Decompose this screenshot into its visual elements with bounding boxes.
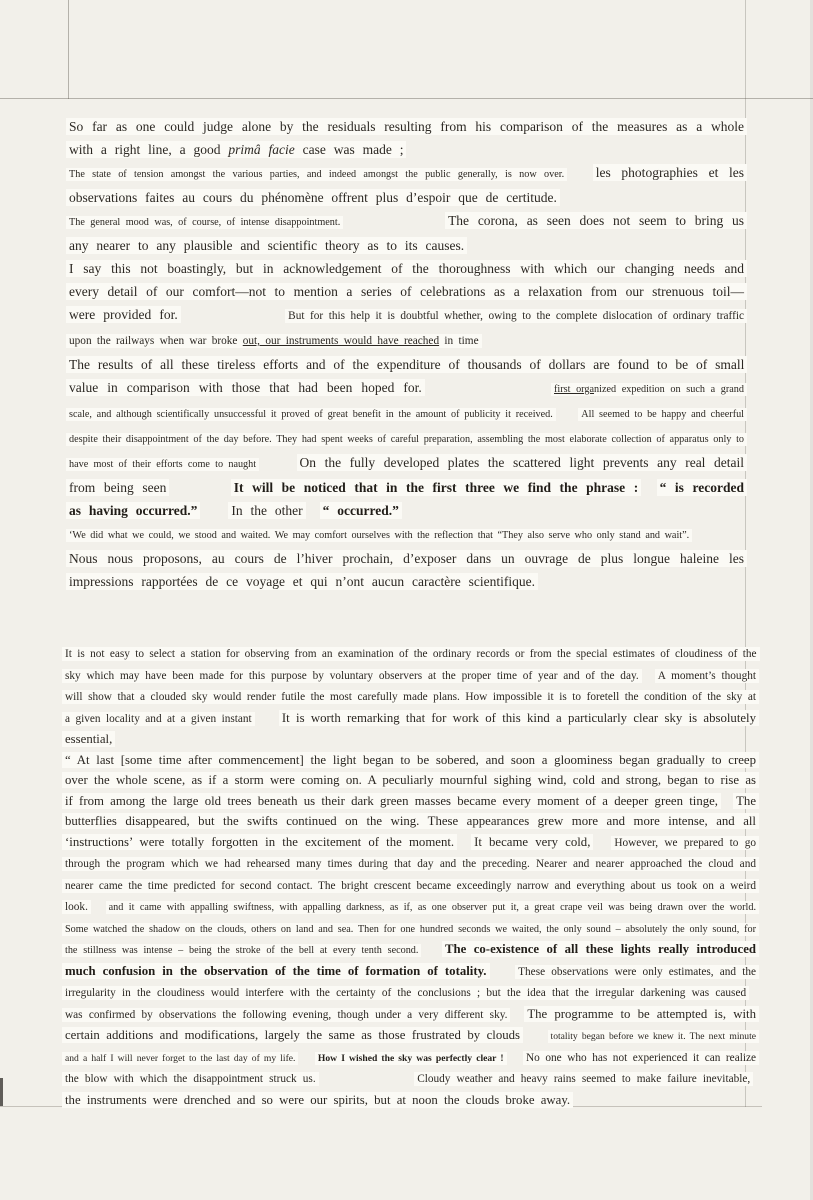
pencil-line-left [68,0,69,99]
collage-gap [527,1038,543,1039]
collage-gap [96,909,101,910]
clipping-text: The results of all these tireless efforts and of the expenditure of thousands of dollars are found to be of small value in comparison with those that had been hoped for. [66,356,747,396]
clipping-text: In the other [228,502,305,519]
clipping-text: All seemed to be happy and cheerful despite their disappointment of the day before. They had spent weeks of careful preparation, assembling the most elaborate collection of apparatus only to have most of their efforts come to naught [66,408,747,471]
clipping-text: The co-existence of all these lights really introduced much confusion in the observation of the time of formation of totality. [62,941,759,979]
clipping-row [62,750,759,1111]
clipping-row [66,209,747,257]
collage-gap [427,952,437,953]
collage-gap [204,514,224,515]
collage-gap [598,845,606,846]
clipping-text: les photographies et les observations faites au cours du phénomène offrent plus d’espoir que de certitude. [66,164,747,206]
text-run: But for this help it is doubtful whether, owing to the complete dislocation of ordinary traffic upon the railways when war broke [69,310,745,347]
collage-gap [259,721,275,722]
collage-gap [462,845,466,846]
clipping-text: “ occurred.” [320,502,402,519]
collage-gap [515,1017,519,1018]
collage-gap [323,1081,409,1082]
clipping-text [66,118,747,158]
collage-gap [560,416,574,417]
underlined-phrase: first orga [554,384,595,395]
clipping-text: It is worth remarking that for work of this kind a particularly clear sky is absolutely essential, [62,710,759,748]
clipping-row [66,547,747,593]
collage-gap [430,391,546,392]
collage-gap [348,224,440,225]
clipping-text: It is not easy to select a station for observing from an examination of the ordinary records or from the special estimates of cloudiness of the sky which may have been made for this purpose by voluntary observers at the proper time of year and of the day. [62,647,760,683]
clipping-text: These observations were only estimates, and the irregularity in the cloudiness would interfere with the certainty of the conclusions ; but the idea that the irregular darkening was caused [62,965,759,1001]
clipping-row [66,161,747,209]
clipping-text: However, we prepared to go through the program which we had rehearsed many times during that day and the preceding. Nearer and nearer approached the cloud and nearer came the time predicted for second contact. The bright crescent became exceedingly narrow and everything about us took on a weird look. [62,836,759,915]
clipping-text: the instruments were drenched and so were our spirits, but at noon the clouds broke away. [62,1092,573,1108]
clipping-row [66,257,747,353]
text-run: So far as one could judge alone by the residuals resulting from his comparison of the measures as a whole with a right line, a good [69,119,744,157]
italic-phrase: primâ facie [228,142,295,157]
clipping-row [66,522,747,547]
collage-gap [511,1060,519,1061]
clipping-text: Cloudy weather and heavy rains seemed to make failure inevitable, [414,1072,753,1086]
clipping-row [66,353,747,522]
clipping-row [62,643,759,750]
collage-gap [494,974,510,975]
text-run: case was made ; [294,142,404,157]
collage-gap [754,995,762,996]
collage-gap [646,678,650,679]
clipping-text: How I wished the sky was perfectly clear ! [315,1052,507,1065]
clipping-text: The general mood was, of course, of intense disappointment. [66,216,343,229]
clipping-text: It became very cold, [471,834,593,850]
clipping-text: The corona, as seen does not seem to bring us any nearer to any plausible and scientific theory as to its causes. [66,212,747,254]
underlined-phrase: out, our instruments would have reached [242,335,440,347]
collage-gap [725,804,729,805]
clipping-text: No one who has not experienced it can realize the blow with which the disappointment struck us. [62,1051,759,1087]
upper-collage [66,115,747,593]
lower-collage [62,643,759,1110]
text-run: nized expedition on such a grand scale, and although scientifically unsuccessful it proved of great benefit in the amount of publicity it received. [69,384,744,420]
text-run: in time [439,335,479,347]
clipping-text: A moment’s thought will show that a clouded sky would render futile the most carefully made plans. How impossible it is to foretell the condition of the sky at a given locality and at a given instant [62,669,759,726]
clipping-text: totality began before we knew it. The next minute and a half I will never forget to the last day of my life. [62,1030,759,1065]
collage-gap [174,491,226,492]
clipping-text: It will be noticed that in the first three we find the phrase : [231,479,641,496]
collage-gap [185,318,281,319]
clipping-text: “ is recorded as having occurred.” [66,479,747,519]
collage-gap [310,514,316,515]
clipping-text: Nous nous proposons, au cours de l’hiver prochain, d’exposer dans un ouvrage de plus longue haleine les impressions rapportées de ce voyage et qui n’ont aucun caractère scientifique. [66,550,747,590]
clipping-text: On the fully developed plates the scattered light prevents any real detail from being seen [66,454,747,496]
clipping-text: “ At last [some time after commencement] the light began to be sobered, and soon a gloominess began gradually to creep over the whole scene, as if a storm were coming on. A peculiarly mournful sighing wind, cold and strong, began to rise as if from among the large old trees beneath us their dark green masses became every moment of a deeper green tinge, [62,752,759,809]
clipping-text: I say this not boastingly, but in acknowledgement of the thoroughness with which our changing needs and every detail of our comfort—not to mention a series of celebrations as a relaxation from our strenuous toil—were provided for. [66,260,747,323]
scan-edge-mark [0,1078,3,1106]
collage-gap [646,491,652,492]
collage-gap [574,176,586,177]
clipping-text: The state of tension amongst the various parties, and indeed amongst the public generally, is now over. [66,168,567,181]
clipping-text: The butterflies disappeared, but the swifts continued on the wing. These appearances grew more and more intense, and all ‘instructions’ were totally forgotten in the excitement of the moment. [62,793,759,850]
clipping-text: ‘We did what we could, we stood and waited. We may comfort ourselves with the reflection that “They also serve who only stand and wait”. [66,529,692,542]
clipping-text: was confirmed by observations the following evening, though under a very different sky. [62,1008,510,1022]
collage-gap [264,466,292,467]
clipping-text: The programme to be attempted is, with certain additions and modifications, largely the same as those frustrated by clouds [62,1006,759,1044]
collage-gap [303,1060,311,1061]
collage-gap [758,1081,762,1082]
clipping-text: and it came with appalling swiftness, with appalling darkness, as if, as one observer put it, a great crape veil was being drawn over the world. Some watched the shadow on the clouds, others on land and sea. Then for one hundred seconds we waited, the only sound – absolutely the only sound, for the stillness was intense – being the stroke of the bell at every tenth second. [62,901,759,957]
pencil-line-top [0,98,813,99]
clipping-row [66,115,747,161]
